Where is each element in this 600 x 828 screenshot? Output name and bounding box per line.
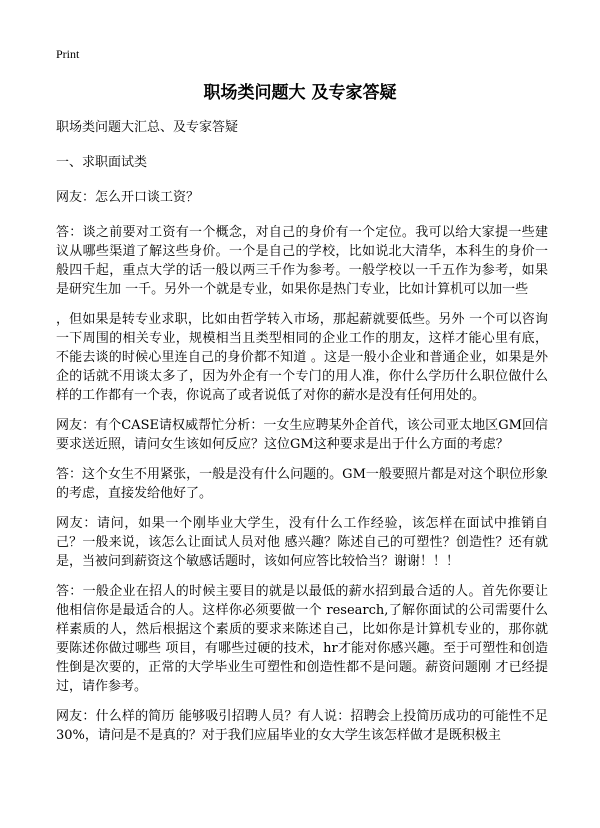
document-subtitle: 职场类问题大汇总、及专家答疑 <box>56 120 239 135</box>
paragraph-answer: 答：一般企业在招人的时候主要目的就是以最低的薪水招到最合适的人。首先你要让他相信你是最适合的人。这样你必须要做一个 research,了解你面试的公司需要什么样素质的人，然后根据这个素质的要求来陈述自己，比如你是计算机专业的，那你就要陈述你做过哪些 项目，有哪些过硬的技术，hr才能对你感兴趣。至于可塑性和创造性倒是次要的，正常的大学毕业生可塑性和创造性都不是问题。薪资问题刚 才已经提过，请作参考。 <box>56 584 548 694</box>
document-body <box>56 118 548 756</box>
paragraph-question: 网友：请问，如果一个刚毕业大学生，没有什么工作经验，该怎样在面试中推销自己？一般来说，该怎么让面试人员对他 感兴趣？陈述自己的可塑性？创造性？还有就是，当被问到薪资这个敏感话题时，该如何应答比较恰当？谢谢！！！ <box>56 516 548 569</box>
paragraph-answer: 答：谈之前要对工资有一个概念，对自己的身价有一个定位。我可以给大家提一些建议从哪些渠道了解这些身价。一个是自己的学校，比如说北大清华，本科生的身价一般四千起，重点大学的话一般以两三千作为参考。一般学校以一千五作为参考，如果是研究生加 一千。另外一个就是专业，如果你是热门专业，比如计算机可以加一些 <box>56 225 548 297</box>
paragraph-question: 网友：怎么开口谈工资？ <box>56 190 200 205</box>
section-heading: 一、求职面试类 <box>56 155 148 170</box>
paragraph-question: 网友：有个CASE请权威帮忙分析：一女生应聘某外企首代，该公司亚太地区GM回信要求送近照，请问女生该如何反应？这位GM这种要求是出于什么方面的考虑？ <box>56 418 548 452</box>
paragraph-answer: 答：这个女生不用紧张，一般是没有什么问题的。GM一般要照片都是对这个职位形象的考虑，直接发给他好了。 <box>56 467 548 501</box>
paragraph-question: 网友：什么样的简历 能够吸引招聘人员？有人说：招聘会上投简历成功的可能性不足30%，请问是不是真的？对于我们应届毕业的女大学生该怎样做才是既积极主 <box>56 709 548 743</box>
print-label: Print <box>56 47 80 61</box>
page-title: 职场类问题大 及专家答疑 <box>203 83 397 103</box>
paragraph-answer-continued: ，但如果是转专业求职，比如由哲学转入市场，那起薪就要低些。另外 一个可以咨询一下周围的相关专业，规模相当且类型相同的企业工作的朋友，这样才能心里有底，不能去谈的时候心里连自己的身价都不知道 。这是一般小企业和普通企业，如果是外企的话就不用谈太多了，因为外企有一个专门的用人准，你什么学历什么职位做什么样的工作都有一个表，你说高了或者说低了对你的薪水是没有任何用处的。 <box>56 312 548 403</box>
